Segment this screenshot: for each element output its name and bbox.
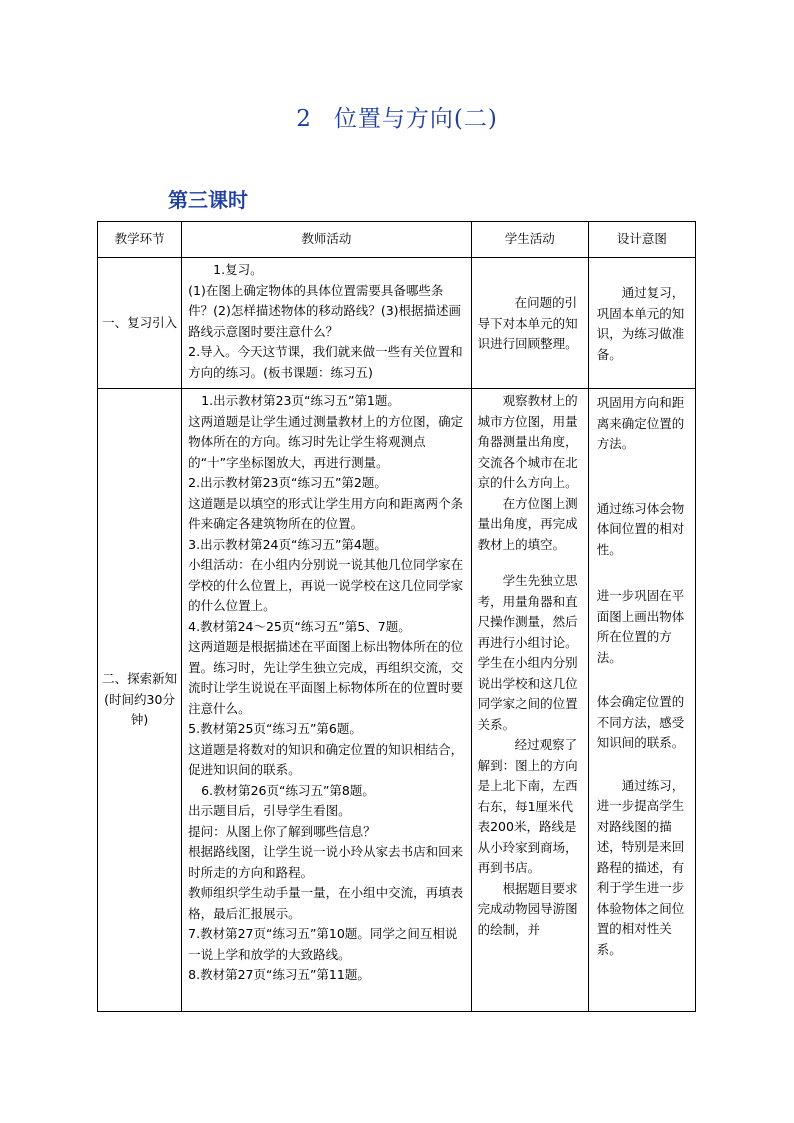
lesson-plan-table — [97, 221, 696, 1012]
student-cell — [471, 258, 588, 389]
teacher-text: 5.教材第25页“练习五”第6题。 — [188, 721, 362, 736]
header-teacher: 教师活动 — [182, 222, 471, 258]
student-text: 经过观察了解到：图上的方向是上北下南，左西右东，每1厘米代表200米，路线是从小玲家到商场，再到书店。 — [477, 737, 578, 875]
student-text: 学生先独立思考，用量角器和直尺操作测量，然后再进行小组讨论。学生在小组内分别说出学校和这几位同学家之间的位置关系。 — [477, 573, 578, 732]
chapter-title: 位置与方向(二) — [333, 106, 498, 132]
teacher-text: 根据路线图，让学生说一说小玲从家去书店和回来时所走的方向和路程。 — [188, 844, 464, 880]
page-title — [0, 100, 794, 133]
teacher-text: (1)在图上确定物体的具体位置需要具备哪些条件？(2)怎样描述物体的移动路线？(3)根据描述画路线示意图时要注意什么？ — [188, 282, 462, 339]
intent-text: 体会确定位置的不同方法，感受知识间的联系。 — [596, 694, 685, 750]
teacher-text: 这道题是以填空的形式让学生用方向和距离两个条件来确定各建筑物所在的位置。 — [188, 495, 464, 531]
intent-text: 通过复习，巩固本单元的知识，为练习做准备。 — [596, 285, 685, 362]
intent-cell — [588, 258, 695, 389]
chapter-number: 2 — [296, 106, 312, 132]
table-row — [98, 258, 696, 389]
teacher-text: 小组活动：在小组内分别说一说其他几位同学家在学校的什么位置上，再说一说学校在这几位同学家的什么位置上。 — [188, 557, 464, 613]
teacher-cell — [182, 258, 471, 389]
student-text: 观察教材上的城市方位图，用量角器测量出角度，交流各个城市在北京的什么方向上。 — [477, 393, 578, 490]
teacher-text: 1.复习。 — [213, 262, 263, 277]
teacher-text: 7.教材第27页“练习五”第10题。同学之间互相说一说上学和放学的大致路线。 — [188, 926, 458, 962]
teacher-text: 2.出示教材第23页“练习五”第2题。 — [188, 475, 387, 490]
student-text: 在问题的引导下对本单元的知识进行回顾整理。 — [477, 295, 578, 352]
teacher-text: 教师组织学生动手量一量，在小组中交流，再填表格，最后汇报展示。 — [188, 885, 464, 921]
teacher-text: 这道题是将数对的知识和确定位置的知识相结合，促进知识间的联系。 — [188, 741, 464, 777]
stage-label: 二、探索新知(时间约30分钟) — [102, 671, 178, 728]
header-stage: 教学环节 — [98, 222, 182, 258]
header-student: 学生活动 — [471, 222, 588, 258]
teacher-cell — [182, 389, 471, 1012]
table-header-row — [98, 222, 696, 258]
teacher-text: 2.导入。今天这节课，我们就来做一些有关位置和方向的练习。(板书课题：练习五) — [188, 344, 463, 380]
student-text: 在方位图上测量出角度，再完成教材上的填空。 — [477, 495, 578, 552]
lesson-heading: 第三课时 — [168, 188, 248, 212]
student-cell — [471, 389, 588, 1012]
teacher-text: 出示题目后，引导学生看图。 — [188, 803, 351, 818]
teacher-text: 这两道题是让学生通过测量教材上的方位图，确定物体所在的方向。练习时先让学生将观测点的“十”字坐标图放大，再进行测量。 — [188, 413, 464, 470]
teacher-text: 6.教材第26页“练习五”第8题。 — [201, 782, 375, 798]
intent-text: 进一步巩固在平面图上画出物体所在位置的方法。 — [596, 588, 685, 665]
stage-label: 一、复习引入 — [102, 314, 178, 330]
table-row — [98, 389, 696, 1012]
teacher-text: 8.教材第27页“练习五”第11题。 — [188, 967, 370, 982]
intent-text: 通过练习，进一步提高学生对路线图的描述，特别是来回路程的描述，有利于学生进一步体验物体之间位置的相对性关系。 — [596, 777, 685, 957]
teacher-text: 1.出示教材第23页“练习五”第1题。 — [201, 393, 400, 408]
teacher-text: 4.教材第24～25页“练习五”第5、7题。 — [188, 618, 411, 634]
stage-cell — [98, 389, 182, 1012]
teacher-text: 3.出示教材第24页“练习五”第4题。 — [188, 536, 387, 552]
teacher-text: 提问：从图上你了解到哪些信息？ — [188, 823, 376, 839]
intent-text: 巩固用方向和距离来确定位置的方法。 — [596, 395, 685, 451]
student-text: 根据题目要求完成动物园导游图的绘制，并 — [477, 880, 578, 937]
intent-cell — [588, 389, 695, 1012]
teacher-text: 这两道题是根据描述在平面图上标出物体所在的位置。练习时，先让学生独立完成，再组织交流，交流时让学生说说在平面图上标物体所在的位置时要注意什么。 — [188, 639, 464, 716]
header-intent: 设计意图 — [588, 222, 695, 258]
stage-cell — [98, 258, 182, 389]
intent-text: 通过练习体会物体间位置的相对性。 — [596, 500, 685, 557]
